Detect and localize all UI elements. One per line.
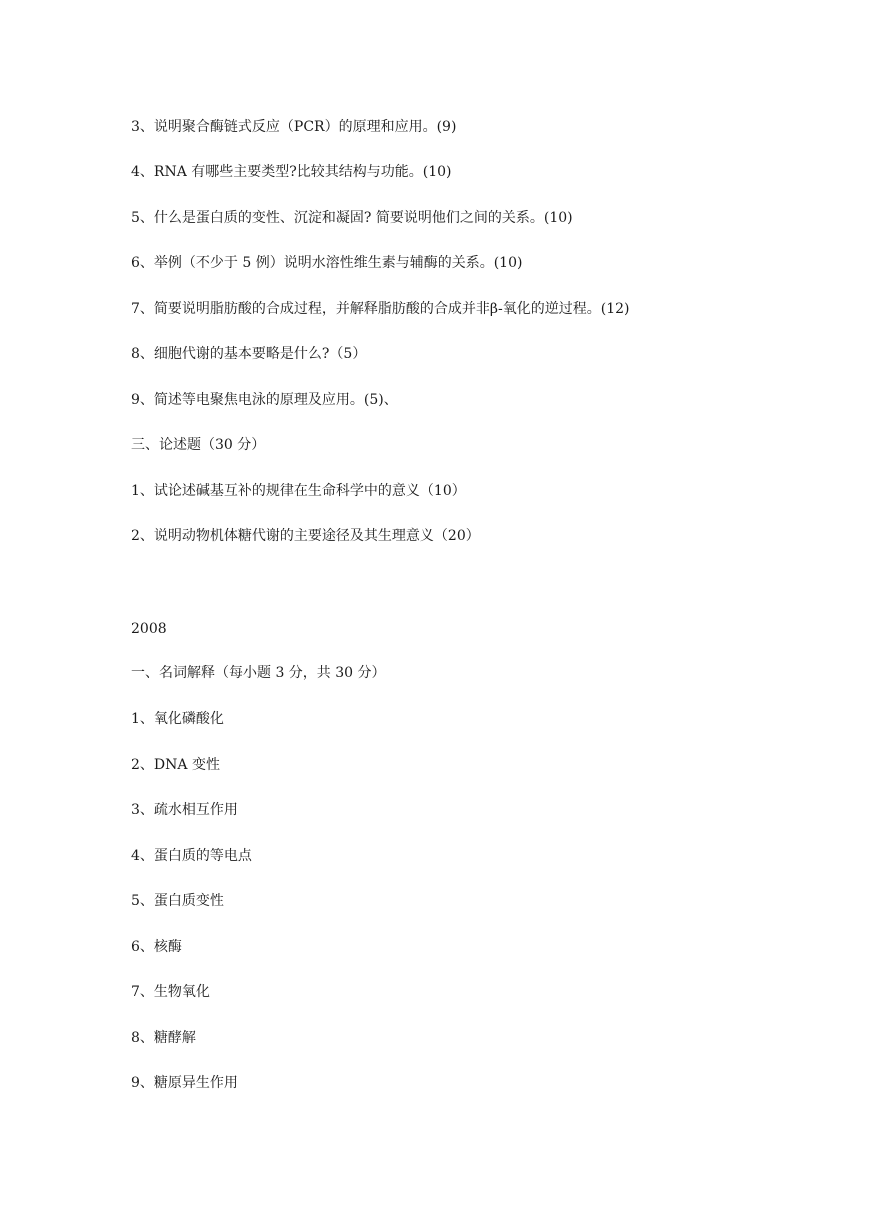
question-6: 6、举例（不少于 5 例）说明水溶性维生素与辅酶的关系。(10): [131, 255, 523, 271]
essay-section-heading: 三、论述题（30 分）: [131, 437, 266, 453]
definition-item-8: 8、糖酵解: [131, 1030, 196, 1046]
essay-question-2: 2、说明动物机体糖代谢的主要途径及其生理意义（20）: [131, 528, 480, 544]
question-4: 4、RNA 有哪些主要类型?比较其结构与功能。(10): [131, 164, 452, 180]
definition-item-7: 7、生物氧化: [131, 984, 210, 1000]
question-9: 9、简述等电聚焦电泳的原理及应用。(5)、: [131, 392, 398, 408]
definition-item-2: 2、DNA 变性: [131, 757, 220, 773]
question-8: 8、细胞代谢的基本要略是什么?（5）: [131, 346, 367, 362]
definition-item-1: 1、氧化磷酸化: [131, 711, 224, 727]
definitions-section-heading: 一、名词解释（每小题 3 分，共 30 分）: [131, 665, 386, 681]
definition-item-5: 5、蛋白质变性: [131, 893, 224, 909]
year-heading: 2008: [131, 621, 167, 637]
definition-item-6: 6、核酶: [131, 939, 182, 955]
definition-item-3: 3、疏水相互作用: [131, 802, 238, 818]
question-3: 3、说明聚合酶链式反应（PCR）的原理和应用。(9): [131, 119, 457, 135]
question-7: 7、简要说明脂肪酸的合成过程，并解释脂肪酸的合成并非β-氧化的逆过程。(12): [131, 301, 630, 317]
definition-item-4: 4、蛋白质的等电点: [131, 848, 252, 864]
definition-item-9: 9、糖原异生作用: [131, 1075, 238, 1091]
question-5: 5、什么是蛋白质的变性、沉淀和凝固? 简要说明他们之间的关系。(10): [131, 210, 573, 226]
essay-question-1: 1、试论述碱基互补的规律在生命科学中的意义（10）: [131, 483, 466, 499]
